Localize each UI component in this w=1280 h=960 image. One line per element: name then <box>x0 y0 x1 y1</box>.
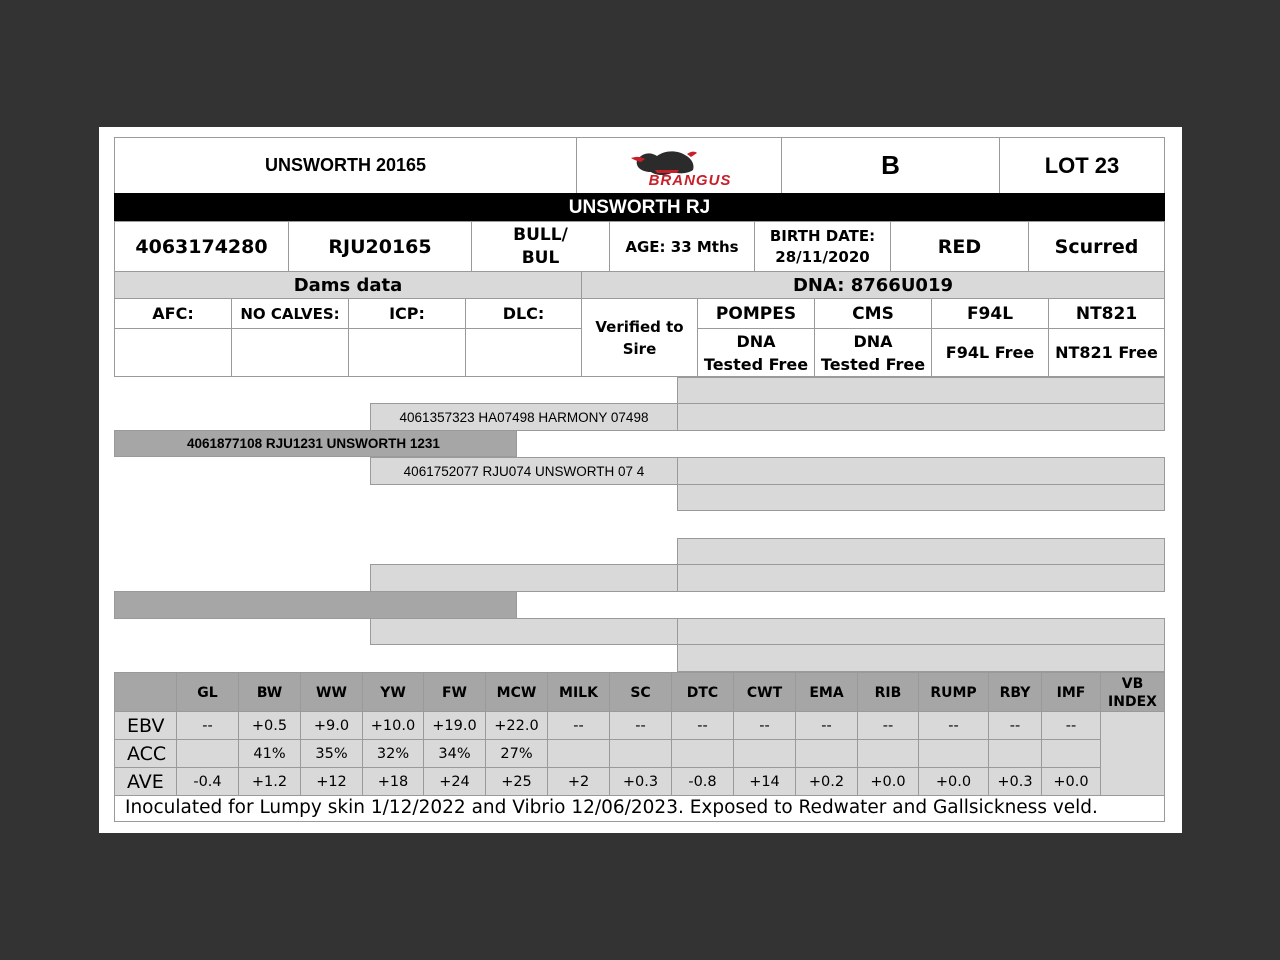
colour: RED <box>890 221 1029 272</box>
ebv-column-header: BW <box>238 672 301 713</box>
dna-title: DNA: 8766U019 <box>581 271 1165 299</box>
ebv-cell <box>918 739 989 768</box>
pedigree-gg-5 <box>677 538 1165 565</box>
ebv-cell: +18 <box>362 767 424 796</box>
ebv-cell: +24 <box>423 767 486 796</box>
ebv-cell: +0.2 <box>795 767 858 796</box>
pedigree-gg-8 <box>677 644 1165 672</box>
pedigree-gg-1 <box>677 377 1165 404</box>
ebv-row-label: AVE <box>114 767 177 796</box>
ebv-cell: +22.0 <box>485 711 548 740</box>
ebv-column-header: GL <box>176 672 239 713</box>
dna-test-name-pompes: POMPES <box>697 298 815 329</box>
pedigree-sire-sire: 4061357323 HA07498 HARMONY 07498 <box>370 403 678 431</box>
ebv-corner-cell <box>114 672 177 713</box>
animal-name: UNSWORTH 20165 <box>114 137 577 194</box>
grade: B <box>781 137 1000 194</box>
age: AGE: 33 Mths <box>609 221 755 272</box>
icp-value <box>348 328 466 377</box>
ebv-cell: 35% <box>300 739 363 768</box>
ebv-cell: 41% <box>238 739 301 768</box>
ebv-cell: -- <box>857 711 919 740</box>
dams-data-title: Dams data <box>114 271 582 299</box>
ebv-cell: +0.3 <box>988 767 1042 796</box>
vb-index-value <box>1100 711 1165 796</box>
ebv-cell <box>609 739 672 768</box>
notes: Inoculated for Lumpy skin 1/12/2022 and Vibrio 12/06/2023. Exposed to Redwater and Gallsickness veld. <box>114 793 1165 822</box>
ebv-cell: -- <box>733 711 796 740</box>
dlc-label: DLC: <box>465 298 582 329</box>
ebv-cell: +0.5 <box>238 711 301 740</box>
lot-card <box>99 127 1182 833</box>
pedigree-gg-3 <box>677 457 1165 485</box>
ebv-cell: +2 <box>547 767 610 796</box>
ebv-cell: -- <box>671 711 734 740</box>
ebv-cell: -0.8 <box>671 767 734 796</box>
ebv-cell: 34% <box>423 739 486 768</box>
ebv-cell: +0.0 <box>857 767 919 796</box>
ebv-column-header: RBY <box>988 672 1042 713</box>
ebv-column-header: FW <box>423 672 486 713</box>
pedigree-gg-6 <box>677 564 1165 592</box>
ebv-row-label: ACC <box>114 739 177 768</box>
pedigree-gg-4 <box>677 484 1165 511</box>
ebv-cell: +10.0 <box>362 711 424 740</box>
pedigree-gg-2 <box>677 403 1165 431</box>
ebv-cell: -- <box>918 711 989 740</box>
ebv-column-header: DTC <box>671 672 734 713</box>
ebv-cell: +14 <box>733 767 796 796</box>
ebv-cell <box>795 739 858 768</box>
pedigree-sire: 4061877108 RJU1231 UNSWORTH 1231 <box>114 430 517 457</box>
ebv-cell: +12 <box>300 767 363 796</box>
ebv-cell <box>547 739 610 768</box>
pedigree-gg-7 <box>677 618 1165 645</box>
verified-to-sire: Verified to Sire <box>581 298 698 377</box>
dna-test-result-f94l: F94L Free <box>931 328 1049 377</box>
breeder-name: UNSWORTH RJ <box>114 193 1165 222</box>
pedigree-dam-dam <box>370 618 678 645</box>
dna-test-name-f94l: F94L <box>931 298 1049 329</box>
ebv-column-header: SC <box>609 672 672 713</box>
pedigree-sire-dam: 4061752077 RJU074 UNSWORTH 07 4 <box>370 457 678 485</box>
ebv-column-header: CWT <box>733 672 796 713</box>
horn-status: Scurred <box>1028 221 1165 272</box>
ebv-column-header: YW <box>362 672 424 713</box>
ebv-column-header: RIB <box>857 672 919 713</box>
ebv-cell: +0.0 <box>1041 767 1101 796</box>
ebv-cell: -- <box>1041 711 1101 740</box>
ebv-column-header: RUMP <box>918 672 989 713</box>
dlc-value <box>465 328 582 377</box>
ebv-column-header: MILK <box>547 672 610 713</box>
ebv-column-header: IMF <box>1041 672 1101 713</box>
lot-number: LOT 23 <box>999 137 1165 194</box>
ebv-cell <box>1041 739 1101 768</box>
sex: BULL/ BUL <box>471 221 610 272</box>
ebv-cell <box>988 739 1042 768</box>
ebv-cell: +0.0 <box>918 767 989 796</box>
vb-index-header: VB INDEX <box>1100 672 1165 713</box>
ebv-cell: +1.2 <box>238 767 301 796</box>
ebv-cell: +9.0 <box>300 711 363 740</box>
no-calves-value <box>231 328 349 377</box>
ear-tag: RJU20165 <box>288 221 472 272</box>
ebv-row-label: EBV <box>114 711 177 740</box>
ebv-column-header: EMA <box>795 672 858 713</box>
afc-label: AFC: <box>114 298 232 329</box>
icp-label: ICP: <box>348 298 466 329</box>
ebv-cell: 32% <box>362 739 424 768</box>
ebv-cell: -- <box>795 711 858 740</box>
dna-test-name-cms: CMS <box>814 298 932 329</box>
ebv-cell: -- <box>547 711 610 740</box>
ebv-cell <box>671 739 734 768</box>
ebv-cell: -0.4 <box>176 767 239 796</box>
dna-test-result-pompes: DNA Tested Free <box>697 328 815 377</box>
no-calves-label: NO CALVES: <box>231 298 349 329</box>
ebv-cell: +0.3 <box>609 767 672 796</box>
ebv-column-header: WW <box>300 672 363 713</box>
ebv-cell <box>857 739 919 768</box>
afc-value <box>114 328 232 377</box>
ebv-column-header: MCW <box>485 672 548 713</box>
ebv-cell <box>176 739 239 768</box>
ebv-cell: 27% <box>485 739 548 768</box>
dna-test-result-cms: DNA Tested Free <box>814 328 932 377</box>
logo-text: BRANGUS <box>648 172 732 189</box>
ebv-cell: -- <box>176 711 239 740</box>
dna-test-name-nt821: NT821 <box>1048 298 1165 329</box>
birth-date: BIRTH DATE: 28/11/2020 <box>754 221 891 272</box>
id-number: 4063174280 <box>114 221 289 272</box>
ebv-cell: +25 <box>485 767 548 796</box>
ebv-cell: -- <box>609 711 672 740</box>
ebv-cell <box>733 739 796 768</box>
pedigree-dam <box>114 591 517 619</box>
ebv-cell: +19.0 <box>423 711 486 740</box>
dna-test-result-nt821: NT821 Free <box>1048 328 1165 377</box>
ebv-cell: -- <box>988 711 1042 740</box>
brangus-logo <box>576 137 782 194</box>
pedigree-dam-sire <box>370 564 678 592</box>
